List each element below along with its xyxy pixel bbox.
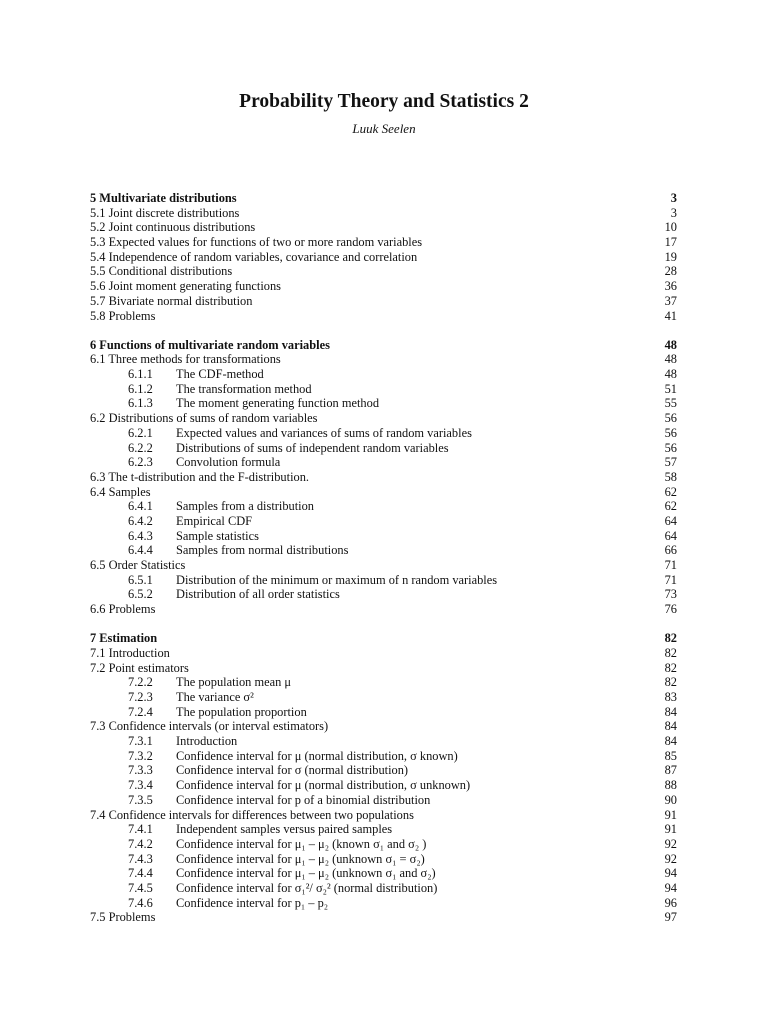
toc-entry-page: 85 (664, 748, 677, 763)
toc-subsection-entry[interactable] (90, 734, 677, 749)
toc-section-entry[interactable] (90, 661, 677, 676)
toc-entry-page: 94 (664, 866, 677, 881)
toc-subsection-entry[interactable] (90, 675, 677, 690)
toc-subsection-entry[interactable] (90, 690, 677, 705)
toc-subsection-entry[interactable] (90, 543, 677, 558)
toc-entry-page: 71 (664, 572, 677, 587)
toc-entry-label: 5.7 Bivariate normal distribution (90, 293, 253, 308)
toc-entry-label: Confidence interval for μ (normal distribution, σ known) (176, 748, 458, 763)
toc-chapter-entry[interactable] (90, 338, 677, 353)
toc-entry-page: 88 (664, 778, 677, 793)
toc-entry-page: 84 (664, 704, 677, 719)
toc-subsection-entry[interactable] (90, 852, 677, 867)
toc-entry-page: 48 (664, 352, 677, 367)
toc-entry-page: 84 (664, 719, 677, 734)
toc-entry-label: The transformation method (176, 381, 312, 396)
toc-entry-page: 55 (664, 396, 677, 411)
toc-entry-number: 7.2.2 (128, 675, 153, 690)
toc-entry-page: 92 (664, 851, 677, 866)
toc-entry-page: 64 (664, 528, 677, 543)
toc-entry-page: 3 (670, 191, 677, 205)
toc-entry-page: 94 (664, 880, 677, 895)
toc-entry-page: 83 (664, 690, 677, 704)
document-author: Luuk Seelen (352, 121, 416, 136)
toc-subsection-entry[interactable] (90, 396, 677, 411)
toc-entry-label: Confidence interval for μ (normal distribution, σ unknown) (176, 778, 471, 793)
toc-subsection-entry[interactable] (90, 896, 677, 911)
toc-entry-number: 6.4.4 (128, 543, 153, 558)
toc-entry-number: 7.3.5 (128, 792, 153, 807)
toc-entry-label: Samples from a distribution (176, 499, 315, 514)
toc-entry-number: 6.4.3 (128, 528, 153, 543)
toc-entry-label: Empirical CDF (176, 513, 253, 528)
toc-entry-label: 5.1 Joint discrete distributions (90, 205, 240, 220)
toc-entry-page: 91 (664, 822, 677, 837)
toc-entry-label: 7.1 Introduction (90, 645, 170, 660)
toc-subsection-entry[interactable] (90, 455, 677, 470)
toc-entry-label: Independent samples versus paired samples (176, 822, 393, 837)
toc-entry-page: 48 (664, 367, 677, 382)
toc-entry-page: 64 (664, 513, 677, 528)
toc-section-entry[interactable] (90, 558, 677, 573)
toc-entry-label: Confidence interval for μ₁ – μ₂ (unknown σ₁ and σ₂) (176, 866, 436, 881)
toc-entry-page: 82 (664, 675, 677, 690)
toc-entry-label: Confidence interval for μ₁ – μ₂ (known σ₁ and σ₂ ) (176, 836, 427, 851)
toc-entry-label: 6.3 The t-distribution and the F-distribution. (90, 469, 310, 484)
toc-entry-number: 7.2.3 (128, 690, 153, 704)
toc-entry-label: The population proportion (176, 704, 307, 719)
toc-entry-page: 82 (664, 631, 677, 646)
toc-entry-label: Introduction (176, 734, 238, 749)
toc-entry-label: The CDF-method (176, 367, 264, 382)
toc-entry-number: 7.4.4 (128, 866, 153, 881)
toc-entry-page: 73 (664, 587, 677, 602)
toc-spacer (90, 617, 677, 632)
toc-subsection-entry[interactable] (90, 763, 677, 778)
toc-entry-number: 7.2.4 (128, 704, 153, 719)
toc-subsection-entry[interactable] (90, 778, 677, 793)
toc-entry-label: Confidence interval for μ₁ – μ₂ (unknown σ₁ = σ₂) (176, 851, 425, 866)
toc-chapter-entry[interactable] (90, 631, 677, 646)
toc-entry-number: 6.1.2 (128, 381, 153, 396)
toc-entry-label: 6.5 Order Statistics (90, 558, 186, 572)
toc-entry-number: 7.3.4 (128, 778, 153, 793)
toc-subsection-entry[interactable] (90, 837, 677, 852)
toc-entry-number: 7.3.3 (128, 763, 153, 778)
toc-entry-number: 6.2.3 (128, 455, 153, 470)
toc-entry-label: 5.8 Problems (90, 308, 156, 323)
toc-entry-number: 7.4.5 (128, 880, 153, 895)
toc-subsection-entry[interactable] (90, 573, 677, 588)
toc-entry-number: 7.4.2 (128, 836, 153, 851)
toc-spacer (90, 323, 677, 338)
toc-entry-page: 3 (670, 205, 677, 220)
toc-entry-number: 7.3.2 (128, 748, 153, 763)
toc-entry-label: Distribution of all order statistics (176, 587, 340, 602)
toc-entry-page: 90 (664, 792, 677, 807)
toc-entry-page: 71 (664, 558, 677, 572)
toc-entry-page: 66 (664, 543, 677, 558)
toc-section-entry[interactable] (90, 411, 677, 426)
toc-entry-page: 82 (664, 645, 677, 660)
toc-section-entry[interactable] (90, 808, 677, 823)
toc-entry-label: 6.1 Three methods for transformations (90, 352, 281, 367)
toc-entry-page: 62 (664, 484, 677, 499)
toc-entry-label: Distribution of the minimum or maximum of n random variables (176, 572, 498, 587)
toc-entry-label: The moment generating function method (176, 396, 380, 411)
toc-entry-page: 57 (664, 455, 677, 470)
toc-entry-label: 5.4 Independence of random variables, covariance and correlation (90, 249, 418, 264)
toc-entry-label: 5.6 Joint moment generating functions (90, 279, 281, 294)
toc-section-entry[interactable] (90, 220, 677, 235)
toc-entry-label: The variance σ² (176, 690, 254, 704)
toc-entry-label: Sample statistics (176, 528, 259, 543)
toc-subsection-entry[interactable] (90, 881, 677, 896)
toc-entry-page: 62 (664, 499, 677, 514)
toc-section-entry[interactable] (90, 602, 677, 617)
toc-entry-page: 41 (664, 308, 677, 323)
toc-entry-number: 6.5.2 (128, 587, 153, 602)
toc-entry-number: 7.4.1 (128, 822, 153, 837)
toc-entry-page: 84 (664, 734, 677, 749)
toc-entry-label: 6.4 Samples (90, 484, 151, 499)
toc-entry-page: 19 (664, 249, 677, 264)
toc-subsection-entry[interactable] (90, 822, 677, 837)
toc-entry-label: 6.2 Distributions of sums of random variables (90, 411, 318, 426)
toc-entry-page: 56 (664, 440, 677, 455)
toc-entry-page: 56 (664, 425, 677, 440)
toc-entry-page: 48 (664, 337, 677, 352)
toc-entry-label: 5 Multivariate distributions (90, 191, 237, 205)
toc-entry-page: 28 (664, 264, 677, 279)
toc-entry-label: Confidence interval for p of a binomial distribution (176, 792, 431, 807)
toc-entry-label: Expected values and variances of sums of random variables (176, 425, 472, 440)
toc-entry-page: 87 (664, 763, 677, 778)
toc-section-entry[interactable] (90, 250, 677, 265)
toc-section-entry[interactable] (90, 470, 677, 485)
toc-subsection-entry[interactable] (90, 441, 677, 456)
toc-chapter-entry[interactable] (90, 191, 677, 206)
toc-entry-number: 6.2.2 (128, 440, 153, 455)
toc-entry-label: 7.4 Confidence intervals for differences between two populations (90, 807, 414, 822)
toc-entry-number: 7.4.6 (128, 895, 153, 910)
toc-entry-page: 96 (664, 895, 677, 910)
toc-entry-number: 7.4.3 (128, 851, 153, 866)
toc-section-entry[interactable] (90, 309, 677, 324)
toc-subsection-entry[interactable] (90, 529, 677, 544)
toc-entry-page: 37 (664, 293, 677, 308)
toc-section-entry[interactable] (90, 485, 677, 500)
toc-entry-page: 36 (664, 279, 677, 294)
table-of-contents (90, 191, 677, 925)
toc-entry-label: Confidence interval for σ₁²/ σ₂² (normal distribution) (176, 880, 438, 895)
toc-entry-label: The population mean μ (176, 675, 292, 690)
toc-entry-label: Convolution formula (176, 455, 281, 470)
toc-entry-label: 5.3 Expected values for functions of two or more random variables (90, 235, 423, 250)
toc-entry-label: Confidence interval for σ (normal distribution) (176, 763, 409, 778)
toc-subsection-entry[interactable] (90, 514, 677, 529)
toc-entry-page: 97 (664, 910, 677, 925)
toc-subsection-entry[interactable] (90, 426, 677, 441)
toc-entry-number: 6.4.2 (128, 513, 153, 528)
toc-entry-page: 10 (664, 220, 677, 235)
toc-section-entry[interactable] (90, 352, 677, 367)
toc-subsection-entry[interactable] (90, 499, 677, 514)
toc-entry-label: 7.2 Point estimators (90, 660, 189, 675)
toc-entry-number: 7.3.1 (128, 734, 153, 749)
toc-subsection-entry[interactable] (90, 749, 677, 764)
toc-subsection-entry[interactable] (90, 367, 677, 382)
toc-entry-label: 6.6 Problems (90, 602, 156, 617)
toc-subsection-entry[interactable] (90, 866, 677, 881)
toc-entry-page: 92 (664, 836, 677, 851)
toc-entry-number: 6.2.1 (128, 425, 153, 440)
toc-entry-label: 5.2 Joint continuous distributions (90, 220, 256, 235)
toc-section-entry[interactable] (90, 264, 677, 279)
toc-entry-page: 51 (664, 381, 677, 396)
toc-section-entry[interactable] (90, 206, 677, 221)
toc-entry-page: 58 (664, 469, 677, 484)
toc-entry-label: 7.5 Problems (90, 910, 156, 925)
toc-subsection-entry[interactable] (90, 587, 677, 602)
toc-entry-label: Distributions of sums of independent random variables (176, 440, 449, 455)
toc-section-entry[interactable] (90, 294, 677, 309)
toc-entry-label: Confidence interval for p₁ – p₂ (176, 895, 329, 910)
toc-subsection-entry[interactable] (90, 793, 677, 808)
toc-entry-page: 82 (664, 660, 677, 675)
toc-section-entry[interactable] (90, 279, 677, 294)
toc-entry-label: 7.3 Confidence intervals (or interval estimators) (90, 719, 329, 734)
toc-section-entry[interactable] (90, 646, 677, 661)
toc-entry-label: 6 Functions of multivariate random variables (90, 337, 330, 352)
toc-entry-page: 91 (664, 807, 677, 822)
toc-subsection-entry[interactable] (90, 382, 677, 397)
document-title: Probability Theory and Statistics 2 (239, 91, 529, 112)
toc-entry-label: 7 Estimation (90, 631, 158, 646)
toc-entry-number: 6.1.1 (128, 367, 153, 382)
toc-section-entry[interactable] (90, 719, 677, 734)
toc-entry-page: 56 (664, 411, 677, 426)
toc-entry-number: 6.1.3 (128, 396, 153, 411)
toc-entry-number: 6.4.1 (128, 499, 153, 514)
toc-section-entry[interactable] (90, 910, 677, 925)
toc-entry-page: 76 (664, 602, 677, 617)
toc-section-entry[interactable] (90, 235, 677, 250)
toc-entry-number: 6.5.1 (128, 572, 153, 587)
toc-entry-label: Samples from normal distributions (176, 543, 349, 558)
toc-entry-page: 17 (664, 235, 677, 250)
toc-subsection-entry[interactable] (90, 705, 677, 720)
toc-entry-label: 5.5 Conditional distributions (90, 264, 233, 279)
